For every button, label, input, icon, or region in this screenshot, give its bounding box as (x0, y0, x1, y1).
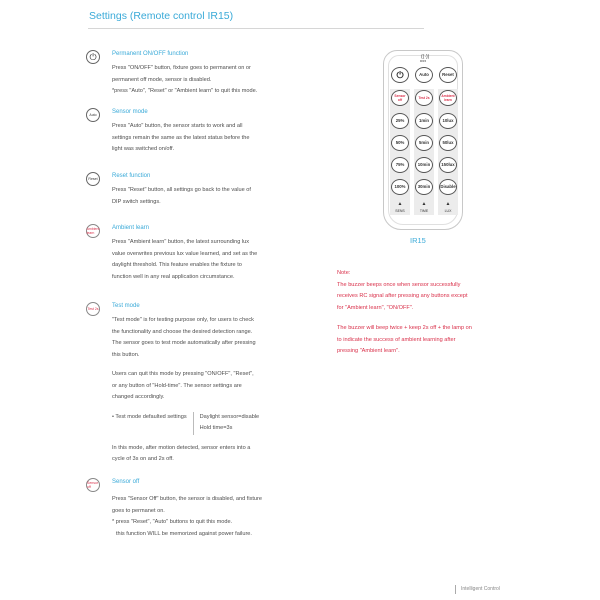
section-body (112, 494, 302, 540)
label-text: SENS (395, 209, 405, 213)
note-block (337, 268, 537, 314)
text-line: *press "Auto", "Reset" or "Ambient learn" to quit this mode. (112, 88, 258, 94)
remote-test-button: Test 2s (415, 90, 433, 106)
text-line: * press "Reset", "Auto" buttons to quit this mode. (112, 519, 233, 525)
lux-column-label (438, 201, 458, 213)
ir-signal-icon: ((·)) (421, 54, 430, 60)
power-icon: ⏻ (86, 50, 100, 64)
remote-time-10min-button: 10min (415, 157, 433, 173)
test-icon: Test 2s (86, 302, 100, 316)
remote-lux-150-button: 150lux (439, 157, 457, 173)
column-bg-time (414, 89, 434, 215)
text-line: "Test mode" is for testing purpose only, for users to check (112, 317, 254, 323)
section-title: Ambient learn (112, 225, 150, 231)
remote-reset-button: Reset (439, 67, 457, 83)
text-line: Press "Ambient learn" button, the latest surrounding lux (112, 239, 250, 245)
note-line: to indicate the success of ambient learning after (337, 336, 456, 343)
reset-icon: Reset (86, 172, 100, 186)
remote-lux-10-button: 10lux (439, 113, 457, 129)
ambient-learn-icon: Ambient learn (86, 224, 100, 238)
text-line: light was switched on/off. (112, 146, 175, 152)
text-line: the functionality and choose the desired detection range. (112, 328, 253, 335)
section-body (112, 185, 302, 208)
remote-time-5min-button: 5min (415, 135, 433, 151)
text-line: Users can quit this mode by pressing "ON/OFF", "Reset", (112, 371, 254, 377)
remote-onoff-button: ⏻ (391, 67, 409, 83)
defaults-label: • Test mode defaulted settings (112, 413, 187, 420)
remote-sens-100-button: 100% (391, 179, 409, 195)
note-line: pressing "Ambient learn". (337, 348, 400, 354)
column-bg-lux (438, 89, 458, 215)
triangle-up-icon: ▲ (421, 201, 427, 207)
remote-time-1min-button: 1min (415, 113, 433, 129)
note-line: The buzzer beeps once when sensor successfully (337, 281, 461, 288)
text-line: cycle of 3s on and 2s off. (112, 456, 174, 462)
note-line: The buzzer will beep twice + keep 2s off + the lamp on (337, 325, 472, 331)
text-line: this button. (112, 351, 140, 358)
text-line: value overwrites previous lux value learned, and set as the (112, 250, 258, 257)
text-line: Press "Auto" button, the sensor starts to work and all (112, 123, 243, 129)
remote-sensor-off-button: Sensor off (391, 90, 409, 106)
text-line: permanent off mode, sensor is disabled. (112, 76, 212, 83)
remote-sens-75-button: 75% (391, 157, 409, 173)
test-mode-defaults (112, 412, 302, 435)
remote-caption: IR15 (410, 236, 426, 245)
remote-ambient-learn-button: Ambient learn (439, 90, 457, 106)
title-divider (88, 28, 424, 29)
label-text: TIME (419, 209, 429, 213)
text-line: function well in any real application circumstance. (112, 273, 235, 280)
remote-control-illustration (383, 50, 463, 230)
text-line: this function WILL be memorized against power failure. (116, 530, 252, 537)
text-line: Press "ON/OFF" button, fixture goes to permanent on or (112, 65, 251, 71)
sensor-off-icon: Sensor off (86, 478, 100, 492)
section-body (112, 63, 302, 98)
default-value: Daylight sensor=disable (199, 413, 260, 420)
remote-time-30min-button: 30min (415, 179, 433, 195)
label-text: LUX (444, 209, 452, 213)
text-line: goes to permanet on. (112, 507, 165, 514)
text-line: changed accordingly. (112, 394, 165, 400)
column-bg-sens (390, 89, 410, 215)
page-title: Settings (Remote control IR15) (89, 10, 234, 22)
remote-sens-50-button: 50% (391, 135, 409, 151)
section-title: Sensor mode (112, 109, 148, 115)
triangle-up-icon: ▲ (445, 201, 451, 207)
text-line: DIP switch settings. (112, 198, 161, 205)
time-column-label (414, 201, 434, 213)
note-heading: Note: (337, 270, 351, 276)
section-title: Permanent ON/OFF function (112, 51, 189, 57)
section-body (112, 237, 302, 283)
remote-auto-button: Auto (415, 67, 433, 83)
text-line: Press "Sensor Off" button, the sensor is disabled, and fixture (112, 496, 263, 502)
remote-lux-disable-button: Disable (439, 179, 457, 195)
section-title: Sensor off (112, 479, 140, 485)
default-value: Hold time=3s (199, 425, 233, 431)
note-line: for "Ambient learn", "ON/OFF". (337, 304, 414, 311)
triangle-up-icon: ▲ (397, 201, 403, 207)
text-line: daylight threshold. This feature enables the fixture to (112, 262, 242, 268)
section-title: Reset function (112, 173, 151, 179)
note-line: receives RC signal after pressing any buttons except (337, 293, 468, 299)
text-line: The sensor goes to test mode automatically after pressing (112, 340, 256, 346)
section-body (112, 315, 302, 466)
sens-column-label (390, 201, 410, 213)
remote-lux-50-button: 50lux (439, 135, 457, 151)
section-title: Test mode (112, 303, 140, 309)
footer-brand: Intelligent Control (455, 585, 500, 594)
text-line: In this mode, after motion detected, sensor enters into a (112, 444, 251, 451)
section-body (112, 121, 302, 156)
note-block-2 (337, 323, 537, 358)
text-line: Press "Reset" button, all settings go back to the value of (112, 187, 251, 193)
defaults-values (193, 412, 260, 435)
text-line: settings remain the same as the latest status before the (112, 134, 250, 141)
text-line: or any button of "Hold-time". The sensor settings are (112, 382, 242, 389)
auto-icon: Auto (86, 108, 100, 122)
remote-model-label: IR15 (419, 59, 427, 63)
remote-sens-25-button: 25% (391, 113, 409, 129)
